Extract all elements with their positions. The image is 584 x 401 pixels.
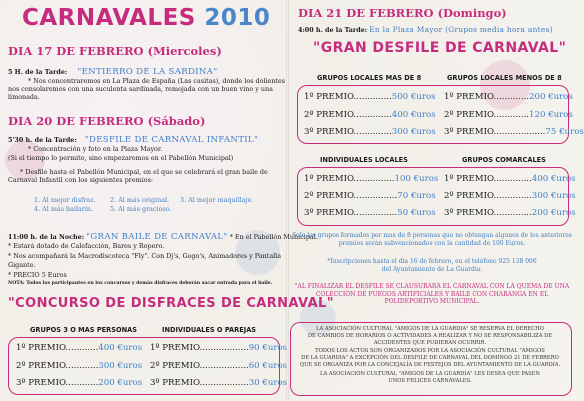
kid-prize-3: 3. Al mejor maquillaje. (180, 196, 254, 204)
contest-title: "CONCURSO DE DISFRACES DE CARNAVAL" (8, 296, 334, 311)
g2-row: 2º PREMIO................70 €uros (304, 191, 436, 201)
day3-heading: DIA 21 DE FEBRERO (Domingo) (298, 6, 507, 20)
day2-desc3: * Desfile hasta el Pabellón Municipal, en el que se celebrará el gran baile de (20, 168, 268, 176)
kid-prize-5: 5. Al más gracioso. (110, 205, 172, 213)
contest-row: 3º PREMIO..................30 €uros (150, 378, 288, 388)
g2-col1-header: INDIVIDUALES LOCALES (320, 156, 408, 164)
night-price: * PRECIO 5 Euros (8, 271, 67, 279)
day1-desc3: limonada. (8, 93, 40, 101)
g1-col2-header: GRUPOS LOCALES MENOS DE 8 (447, 74, 562, 82)
contest-row: 1º PREMIO..................90 €uros (150, 343, 288, 353)
day1-event-line: 5 H. de la Tarde: "ENTIERRO DE LA SARDINA" (8, 67, 218, 77)
closing-note: "AL FINALIZAR EL DESFILE SE CLAUSURARÁ EL CARNAVAL CON LA QUEMA DE UNA COLECCIÓN DE FUEGOS ARTIFICIALES Y BAILE CON CHARANGA EN EL POLIDEPORTIVO MUNICIPAL. (294, 283, 570, 305)
page-fold (286, 0, 289, 401)
night-desc3: Gigante. (8, 261, 36, 269)
registration-note: *Inscripciones hasta el día 16 de febrero, en el teléfono 925 138 006 del Ayuntamiento de La Guardia. (327, 258, 537, 273)
g1-row: 1º PREMIO..............500 €uros (304, 92, 436, 102)
g2-col2-header: GRUPOS COMARCALES (462, 156, 546, 164)
g2-row: 1º PREMIO..............400 €uros (444, 174, 576, 184)
night-desc2: * Nos acompañará la Macrodiscoteca "Fly". Con Dj's, Gogo's, Animadores y Pantalla (8, 252, 282, 260)
disclaimer-text: LA ASOCIACIÓN CULTURAL "AMIGOS DE LA GUARDIA" SE RESERVA EL DERECHO DE CAMBIOS DE HORARIOS O ACTIVIDADES A REALIZAR Y NO SE RESPONSABILIZA DE ACCIDENTES QUE PUDIERAN OCURRIR. TODOS LOS ACTOS SON ORGANIZADOS POR LA ASOCIACIÓN CULTURAL "AMIGOS DE LA GUARDIA" A EXCEPCIÓN DEL DESFILE DE CARNAVAL DEL DOMINGO 21 DE FEBRERO QUE SE ORGANIZA POR LA CONCEJALÍA DE FESTEJOS DEL AYUNTAMIENTO DE LA GUARDIA. LA ASOCIACIÓN CULTURAL "AMIGOS DE LA GUARDIA" LES DESEA QUE PASEN UNOS FELICES CARNAVALES. (299, 326, 561, 384)
contest-row: 2º PREMIO..................60 €uros (150, 361, 288, 371)
day1-desc2: nos consolaremos con una suculenta sardinada, remojada con un buen vino y una (8, 85, 273, 93)
kid-prize-1: 1. Al mejor disfraz. (34, 196, 96, 204)
night-event-line: 11:00 h. de la Noche: "GRAN BAILE DE CARNAVAL" * En el Pabellón Municipal. (8, 232, 318, 242)
g1-col1-header: GRUPOS LOCALES MAS DE 8 (317, 74, 422, 82)
g1-row: 1º PREMIO.............200 €uros (444, 92, 573, 102)
day2-event-line: 5'30 h. de la Tarde: "DESFILE DE CARNAVAL INFANTIL" (8, 135, 259, 145)
day1-heading: DIA 17 DE FEBRERO (Miercoles) (8, 44, 222, 58)
g1-row: 2º PREMIO..............400 €uros (304, 110, 436, 120)
g1-row: 2º PREMIO.............120 €uros (444, 110, 573, 120)
kid-prize-4: 4. Al más bailarín. (34, 205, 94, 213)
contest-row: 2º PREMIO............300 €uros (16, 361, 143, 371)
g2-row: 1º PREMIO...............100 €uros (304, 174, 439, 184)
contest-row: 3º PREMIO............200 €uros (16, 378, 143, 388)
day2-desc4: Carnaval Infantil con los siguientes premios: (8, 176, 154, 184)
nota: NOTA: Todos los participantes en los concursos y demás disfraces deberán sacar entrada para el baile. (8, 281, 273, 286)
g2-row: 3º PREMIO................50 €uros (304, 208, 436, 218)
parade-title: "GRAN DESFILE DE CARNAVAL" (313, 40, 567, 56)
day2-heading: DIA 20 DE FEBRERO (Sábado) (8, 114, 206, 128)
kid-prize-2: 2. Al más original. (110, 196, 170, 204)
g1-row: 3º PREMIO...................75 €uros (444, 127, 584, 137)
g1-row: 3º PREMIO..............300 €uros (304, 127, 436, 137)
day2-desc2: (Si el tiempo lo permite, sino empezaremos en el Pabellón Municipal) (8, 154, 234, 162)
contest-col1-header: GRUPOS 3 O MAS PERSONAS (30, 326, 137, 334)
contest-row: 1º PREMIO............400 €uros (16, 343, 143, 353)
night-desc1: * Estará dotado de Calefacción, Bares y Ropero. (8, 242, 165, 250)
day2-desc1: * Concentración y foto en la Plaza Mayor. (28, 145, 163, 153)
g2-row: 3º PREMIO..............200 €uros (444, 208, 576, 218)
day1-desc1: * Nos concentraremos en La Plaza de España (Las casitas), donde los dolientes (28, 77, 286, 85)
g2-row: 2º PREMIO..............300 €uros (444, 191, 576, 201)
contest-col2-header: INDIVIDUALES O PAREJAS (162, 326, 257, 334)
subsidy-note: Solo los grupos formados por mas de 8 personas que no obtengan algunos de los anteriores premios serán subvencionados con la cantidad de 100 Euros. (292, 232, 572, 247)
main-title: CARNAVALES 2010 (22, 5, 271, 31)
day3-event-line: 4:00 h. de la Tarde: En la Plaza Mayor (Grupos media hora antes) (298, 25, 553, 34)
